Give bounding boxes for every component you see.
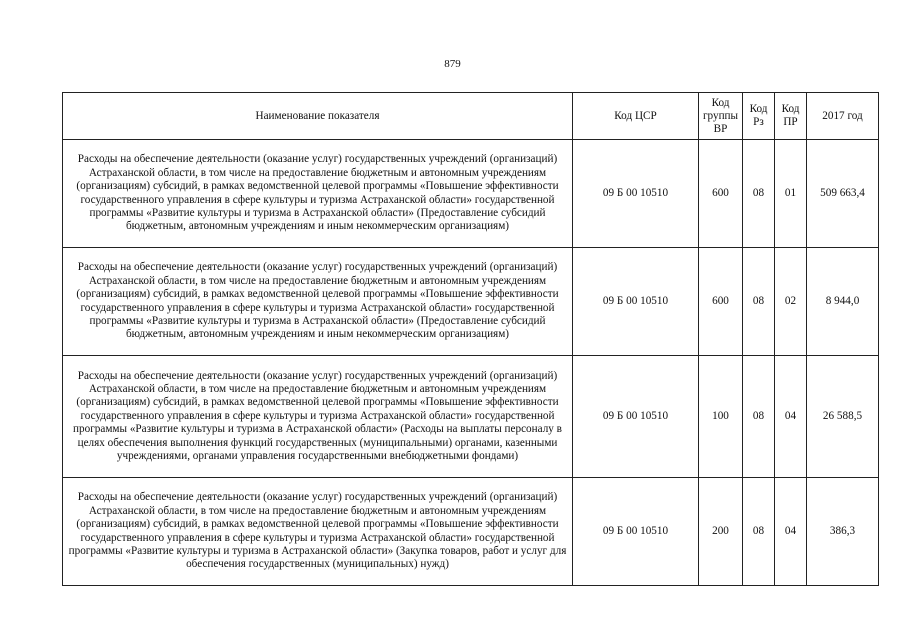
row-amount: 509 663,4 xyxy=(807,140,879,248)
row-vr: 200 xyxy=(699,478,743,586)
page-number: 879 xyxy=(444,58,461,70)
row-amount: 386,3 xyxy=(807,478,879,586)
row-vr: 600 xyxy=(699,140,743,248)
budget-table xyxy=(62,92,879,586)
row-pr: 01 xyxy=(775,140,807,248)
row-amount: 8 944,0 xyxy=(807,248,879,356)
header-pr: Код ПР xyxy=(775,93,807,140)
row-rz: 08 xyxy=(743,248,775,356)
table-header-row xyxy=(63,93,879,140)
row-pr: 04 xyxy=(775,478,807,586)
row-pr: 02 xyxy=(775,248,807,356)
row-rz: 08 xyxy=(743,356,775,478)
row-vr: 600 xyxy=(699,248,743,356)
row-name: Расходы на обеспечение деятельности (оказание услуг) государственных учреждений (организаций) Астраханской области, в том числе на предоставление бюджетным и автономным учреждениям (организациям) субсидий, в рамках ведомственной целевой программы «Повышение эффективности государственного управления в сфере культуры и туризма Астраханской области» государственной программы «Развитие культуры и туризма в Астраханской области» (Предоставление субсидий бюджетным, автономным учреждениям и иным некоммерческим организациям) xyxy=(63,248,573,356)
row-csr: 09 Б 00 10510 xyxy=(573,248,699,356)
row-name: Расходы на обеспечение деятельности (оказание услуг) государственных учреждений (организаций) Астраханской области, в том числе на предоставление бюджетным и автономным учреждениям (организациям) субсидий, в рамках ведомственной целевой программы «Повышение эффективности государственного управления в сфере культуры и туризма Астраханской области» государственной программы «Развитие культуры и туризма в Астраханской области» (Закупка товаров, работ и услуг для обеспечения государственных (муниципальных) нужд) xyxy=(63,478,573,586)
row-name: Расходы на обеспечение деятельности (оказание услуг) государственных учреждений (организаций) Астраханской области, в том числе на предоставление бюджетным и автономным учреждениям (организациям) субсидий, в рамках ведомственной целевой программы «Повышение эффективности государственного управления в сфере культуры и туризма Астраханской области» государственной программы «Развитие культуры и туризма в Астраханской области» (Предоставление субсидий бюджетным, автономным учреждениям и иным некоммерческим организациям) xyxy=(63,140,573,248)
header-rz: Код Рз xyxy=(743,93,775,140)
table-row xyxy=(63,248,879,356)
row-amount: 26 588,5 xyxy=(807,356,879,478)
row-rz: 08 xyxy=(743,140,775,248)
table-row xyxy=(63,140,879,248)
table-row xyxy=(63,478,879,586)
row-vr: 100 xyxy=(699,356,743,478)
row-csr: 09 Б 00 10510 xyxy=(573,140,699,248)
row-csr: 09 Б 00 10510 xyxy=(573,356,699,478)
row-pr: 04 xyxy=(775,356,807,478)
header-name: Наименование показателя xyxy=(63,93,573,140)
row-csr: 09 Б 00 10510 xyxy=(573,478,699,586)
table-row xyxy=(63,356,879,478)
row-rz: 08 xyxy=(743,478,775,586)
header-vr: Код группы ВР xyxy=(699,93,743,140)
row-name: Расходы на обеспечение деятельности (оказание услуг) государственных учреждений (организаций) Астраханской области, в том числе на предоставление бюджетным и автономным учреждениям (организациям) субсидий, в рамках ведомственной целевой программы «Повышение эффективности государственного управления в сфере культуры и туризма Астраханской области» государственной программы «Развитие культуры и туризма в Астраханской области» (Расходы на выплаты персоналу в целях обеспечения выполнения функций государственных (муниципальными) органами, казенными учреждениями, органами управления государственными внебюджетными фондами) xyxy=(63,356,573,478)
header-csr: Код ЦСР xyxy=(573,93,699,140)
header-year: 2017 год xyxy=(807,93,879,140)
